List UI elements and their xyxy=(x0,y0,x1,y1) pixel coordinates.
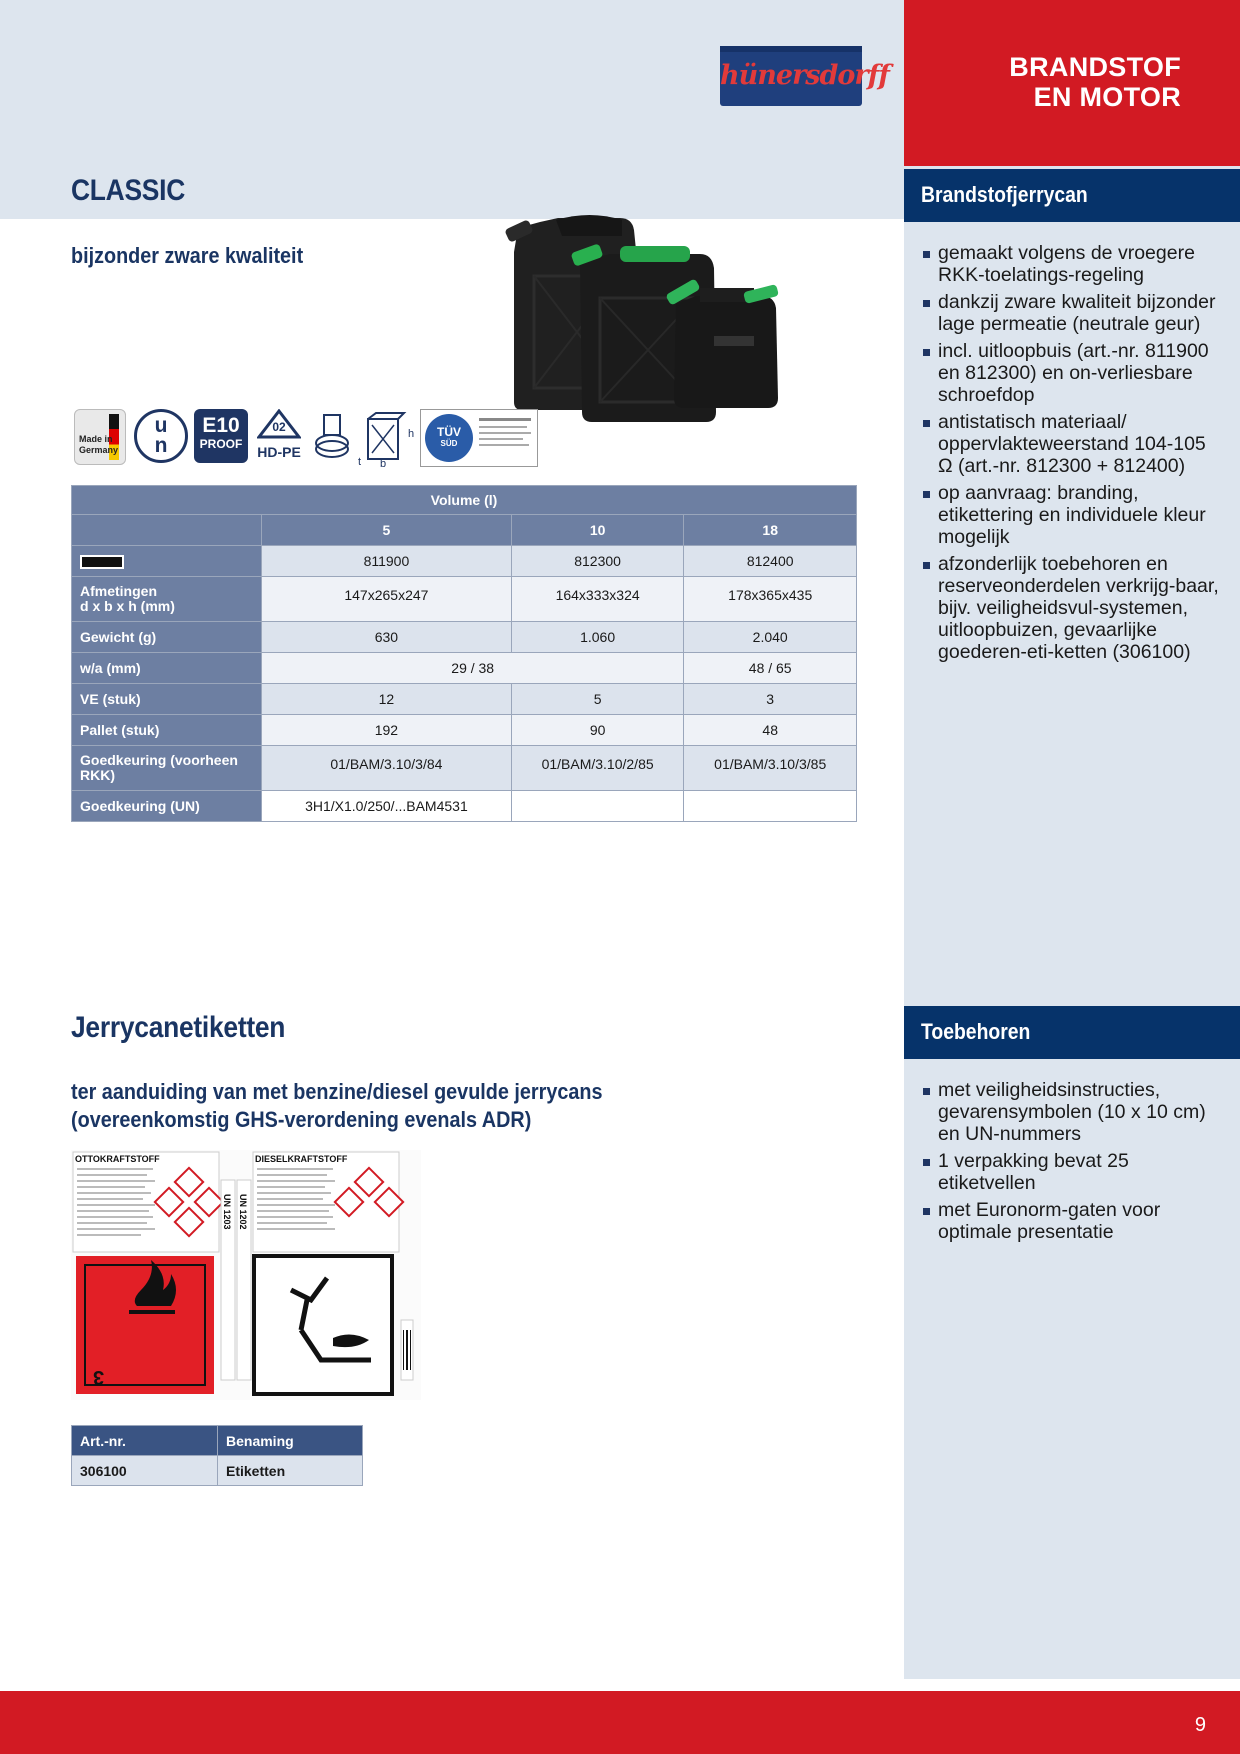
table-row xyxy=(72,1456,363,1486)
volume-cell: 10 xyxy=(511,515,684,546)
article-number-cell: 812300 xyxy=(511,546,684,577)
sidebar-heading-jerrycan: Brandstofjerrycan xyxy=(904,169,1240,222)
feature-list-accessories xyxy=(922,1079,1222,1248)
label-title-petrol: OTTOKRAFTSTOFF xyxy=(75,1154,160,1164)
label-sheet-graphic xyxy=(71,1150,421,1400)
table-row xyxy=(72,791,857,822)
brand-logo xyxy=(720,46,889,106)
table-row xyxy=(72,622,857,653)
list-item: met veiligheidsinstructies, gevarensymbolen (10 x 10 cm) en UN-nummers xyxy=(922,1079,1222,1145)
category-title: BRANDSTOF EN MOTOR xyxy=(1009,52,1181,112)
un-number-petrol: UN 1203 xyxy=(222,1194,232,1230)
table-cell xyxy=(684,791,857,822)
hdpe-recycling-icon: 02 HD-PE xyxy=(254,409,304,465)
list-item: 1 verpakking bevat 25 etiketvellen xyxy=(922,1150,1222,1194)
page-number: 9 xyxy=(1194,1714,1206,1736)
table-cell: 147x265x247 xyxy=(262,577,512,622)
table-cell: 29 / 38 xyxy=(262,653,684,684)
svg-text:t: t xyxy=(358,456,362,467)
table-cell: 630 xyxy=(262,622,512,653)
row-label: Pallet (stuk) xyxy=(72,715,262,746)
table-cell: 192 xyxy=(262,715,512,746)
table-cell: 3 xyxy=(684,684,857,715)
table-cell: Etiketten xyxy=(218,1456,363,1486)
logo-text: hünersdorff xyxy=(720,60,889,91)
table-cell: 5 xyxy=(511,684,684,715)
hazard-label-sheet xyxy=(71,1150,421,1400)
table-row xyxy=(72,715,857,746)
un-number-diesel: UN 1202 xyxy=(238,1194,248,1230)
table-cell: 01/BAM/3.10/3/84 xyxy=(262,746,512,791)
table-cell: 12 xyxy=(262,684,512,715)
jerrycan-spec-table xyxy=(71,485,857,822)
volume-cell: 5 xyxy=(262,515,512,546)
table-cell: 3H1/X1.0/250/...BAM4531 xyxy=(262,791,512,822)
table-row xyxy=(72,746,857,791)
row-label: Afmetingen d x b x h (mm) xyxy=(72,577,262,622)
list-item: gemaakt volgens de vroegere RKK-toelatings-regeling xyxy=(922,242,1222,286)
row-label: Gewicht (g) xyxy=(72,622,262,653)
table-row xyxy=(72,1426,363,1456)
row-label: Goedkeuring (voorheen RKK) xyxy=(72,746,262,791)
row-label: Goedkeuring (UN) xyxy=(72,791,262,822)
table-cell: 90 xyxy=(511,715,684,746)
dimensions-diagram-icon xyxy=(310,409,420,467)
un-certification-icon: u n xyxy=(134,409,188,463)
list-item: met Euronorm-gaten voor optimale presentatie xyxy=(922,1199,1222,1243)
list-item: antistatisch materiaal/ oppervlakteweerstand 104-105 Ω (art.-nr. 812300 + 812400) xyxy=(922,411,1222,477)
feature-list-jerrycan xyxy=(922,242,1222,668)
page-footer xyxy=(0,1691,1240,1754)
table-cell: 1.060 xyxy=(511,622,684,653)
table-cell: 48 xyxy=(684,715,857,746)
table-cell: 2.040 xyxy=(684,622,857,653)
article-number-cell: 812400 xyxy=(684,546,857,577)
table-row xyxy=(72,653,857,684)
list-item: dankzij zware kwaliteit bijzonder lage permeatie (neutrale geur) xyxy=(922,291,1222,335)
column-header: Art.-nr. xyxy=(72,1426,218,1456)
jerrycan-product-photo xyxy=(500,212,880,432)
volume-header: Volume (l) xyxy=(72,486,857,515)
made-in-germany-badge: Made in Germany xyxy=(74,409,126,465)
volume-cell: 18 xyxy=(684,515,857,546)
table-cell: 306100 xyxy=(72,1456,218,1486)
section-title-classic: CLASSIC xyxy=(71,174,186,207)
sidebar-heading-accessories: Toebehoren xyxy=(904,1006,1240,1059)
table-row xyxy=(72,515,857,546)
tuv-seal-icon: TÜV SÜD xyxy=(425,414,473,462)
list-item: incl. uitloopbuis (art.-nr. 811900 en 812300) en on-verliesbare schroefdop xyxy=(922,340,1222,406)
section-subtitle-labels: ter aanduiding van met benzine/diesel gevulde jerrycans (overeenkomstig GHS-verordening evenals ADR) xyxy=(71,1079,603,1132)
list-item: op aanvraag: branding, etikettering en individuele kleur mogelijk xyxy=(922,482,1222,548)
section-subtitle-classic: bijzonder zware kwaliteit xyxy=(71,243,304,268)
certification-badges xyxy=(72,409,542,469)
table-cell: 178x365x435 xyxy=(684,577,857,622)
article-number-cell: 811900 xyxy=(262,546,512,577)
tuv-sud-certificate xyxy=(420,409,538,467)
list-item: afzonderlijk toebehoren en reserveonderdelen verkrijg-baar, bijv. veiligheidsvul-systemen, uitloopbuizen, gevaarlijke goederen-eti-ketten (306100) xyxy=(922,553,1222,663)
table-row xyxy=(72,684,857,715)
black-color-swatch xyxy=(80,555,124,569)
table-cell: 01/BAM/3.10/2/85 xyxy=(511,746,684,791)
section-title-labels: Jerrycanetiketten xyxy=(71,1011,286,1044)
hazard-class-number: 3 xyxy=(93,1366,105,1388)
color-swatch-label xyxy=(72,546,262,577)
table-cell: 01/BAM/3.10/3/85 xyxy=(684,746,857,791)
table-cell: 48 / 65 xyxy=(684,653,857,684)
label-title-diesel: DIESELKRAFTSTOFF xyxy=(255,1154,348,1164)
row-label: w/a (mm) xyxy=(72,653,262,684)
table-row xyxy=(72,486,857,515)
svg-text:b: b xyxy=(380,458,387,467)
column-header: Benaming xyxy=(218,1426,363,1456)
table-cell xyxy=(511,791,684,822)
row-label: VE (stuk) xyxy=(72,684,262,715)
svg-text:h: h xyxy=(408,428,415,440)
table-cell: 164x333x324 xyxy=(511,577,684,622)
e10-proof-icon: E10 PROOF xyxy=(194,409,248,463)
accessory-article-table xyxy=(71,1425,363,1486)
table-row xyxy=(72,577,857,622)
table-row xyxy=(72,546,857,577)
